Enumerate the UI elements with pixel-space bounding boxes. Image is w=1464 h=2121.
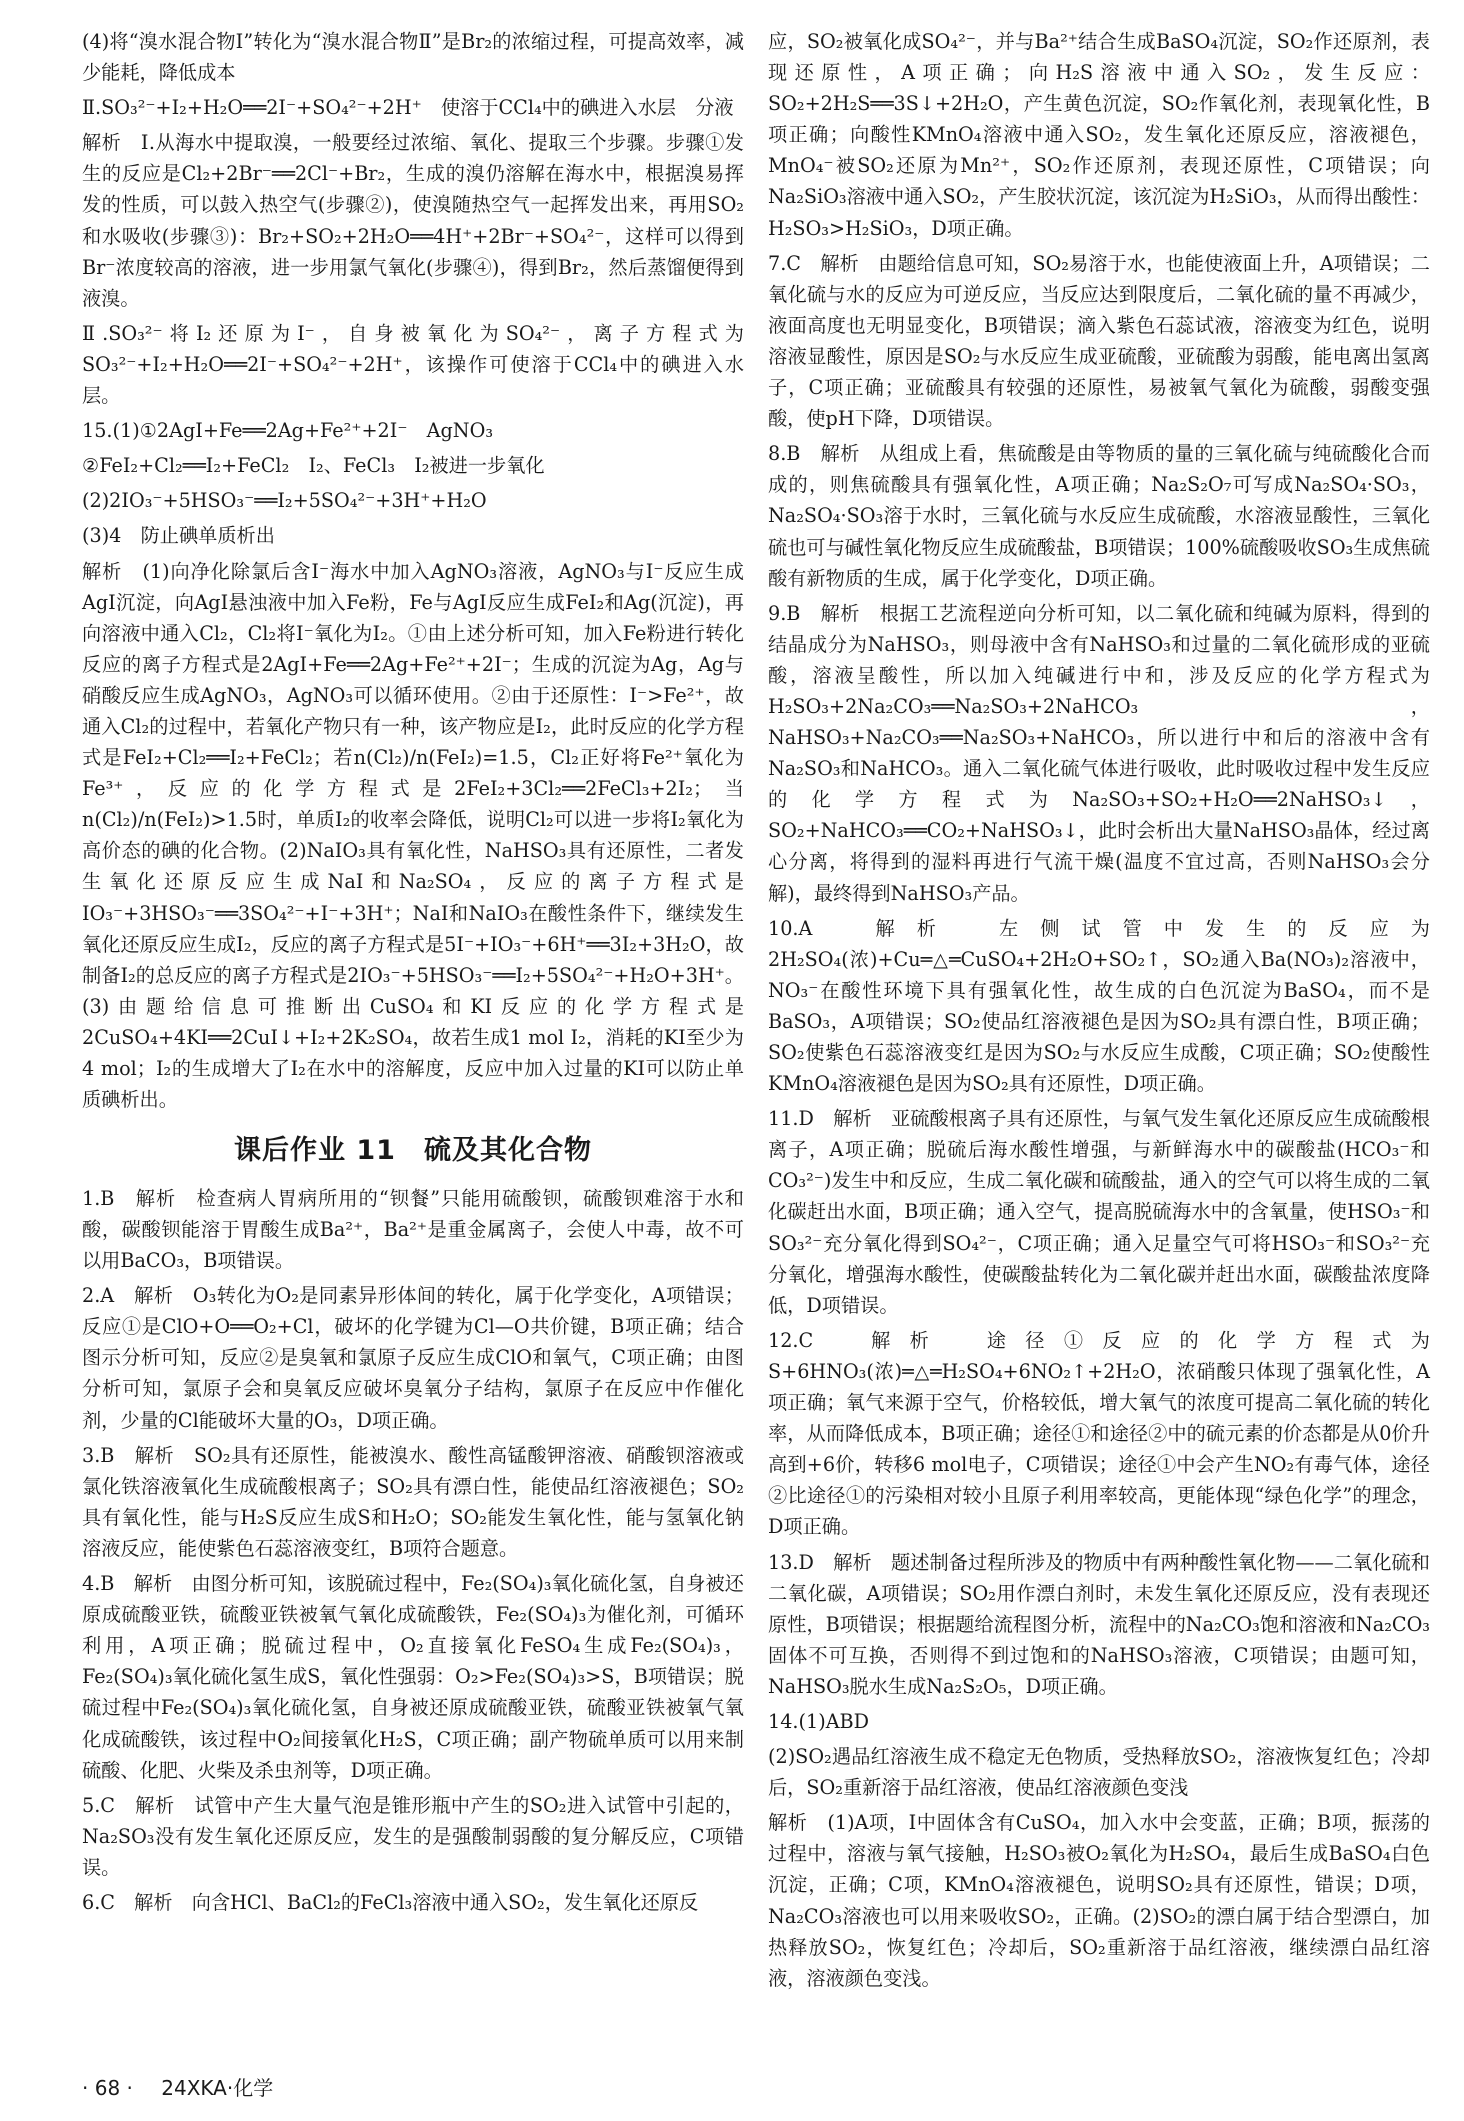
answer-item: 14.(1)ABD (768, 1709, 870, 1733)
paragraph: 解析 Ⅰ.从海水中提取溴，一般要经过浓缩、氧化、提取三个步骤。步骤①发生的反应是Cl₂+2Br⁻══2Cl⁻+Br₂，生成的溴仍溶解在海水中，根据溴易挥发的性质，可以鼓入热空气(步骤②)，使溴随热空气一起挥发出来，再用SO₂和水吸收(步骤③)：Br₂+SO₂+2H₂O══4H⁺+2Br⁻+SO₄²⁻，这样可以得到Br⁻浓度较高的溶液，进一步用氯气氧化(步骤④)，得到Br₂，然后蒸馏便得到液溴。 (82, 131, 744, 310)
paragraph: (2)2IO₃⁻+5HSO₃⁻══I₂+5SO₄²⁻+3H⁺+H₂O (82, 489, 487, 513)
answer-item: 5.C 解析 试管中产生大量气泡是锥形瓶中产生的SO₂进入试管中引起的，Na₂SO₃没有发生氧化还原反应，发生的是强酸制弱酸的复分解反应，C项错误。 (82, 1793, 744, 1879)
paragraph: (4)将“溴水混合物Ⅰ”转化为“溴水混合物Ⅱ”是Br₂的浓缩过程，可提高效率，减少能耗，降低成本 (82, 30, 744, 85)
section-heading: 课后作业 11 硫及其化合物 (234, 1135, 592, 1167)
answer-item: 11.D 解析 亚硫酸根离子具有还原性，与氧气发生氧化还原反应生成硫酸根离子，A项正确；脱硫后海水酸性增强，与新鲜海水中的碳酸盐(HCO₃⁻和CO₃²⁻)发生中和反应，生成二氧化碳和硫酸盐，通入的空气可以将生成的二氧化碳赶出水面，B项正确；通入空气，提高脱硫海水中的含氧量，使HSO₃⁻和SO₃²⁻充分氧化得到SO₄²⁻，C项正确；通入足量空气可将HSO₃⁻和SO₃²⁻充分氧化，增强海水酸性，使碳酸盐转化为二氧化碳并赶出水面，碳酸盐浓度降低，D项错误。 (768, 1107, 1430, 1317)
answer-item: (2)SO₂遇品红溶液生成不稳定无色物质，受热释放SO₂，溶液恢复红色；冷却后，SO₂重新溶于品红溶液，使品红溶液颜色变浅 (768, 1745, 1430, 1800)
answer-item: 8.B 解析 从组成上看，焦硫酸是由等物质的量的三氧化硫与纯硫酸化合而成的，则焦硫酸具有强氧化性，A项正确；Na₂S₂O₇可写成Na₂SO₄·SO₃，Na₂SO₄·SO₃溶于水时，三氧化硫与水反应生成硫酸，水溶液显酸性，三氧化硫也可与碱性氧化物反应生成硫酸盐，B项错误；100%硫酸吸收SO₃生成焦硫酸有新物质的生成，属于化学变化，D项正确。 (768, 442, 1430, 590)
left-column (82, 26, 744, 1922)
answer-item: 解析 (1)A项，Ⅰ中固体含有CuSO₄，加入水中会变蓝，正确；B项，振荡的过程中，溶液与氧气接触，H₂SO₃被O₂氧化为H₂SO₄，最后生成BaSO₄白色沉淀，正确；C项，KMnO₄溶液褪色，说明SO₂具有还原性，错误；D项，Na₂CO₃溶液也可以用来吸收SO₂，正确。(2)SO₂的漂白属于结合型漂白，加热释放SO₂，恢复红色；冷却后，SO₂重新溶于品红溶液，继续漂白品红溶液，溶液颜色变浅。 (768, 1811, 1430, 1990)
paragraph: Ⅱ.SO₃²⁻将I₂还原为I⁻，自身被氧化为SO₄²⁻，离子方程式为SO₃²⁻+I₂+H₂O══2I⁻+SO₄²⁻+2H⁺，该操作可使溶于CCl₄中的碘进入水层。 (82, 321, 744, 408)
paragraph: Ⅱ.SO₃²⁻+I₂+H₂O══2I⁻+SO₄²⁻+2H⁺ 使溶于CCl₄中的碘进入水层 分液 (82, 96, 734, 120)
paragraph: (3)4 防止碘单质析出 (82, 524, 275, 548)
answer-item: 13.D 解析 题述制备过程所涉及的物质中有两种酸性氧化物——二氧化硫和二氧化碳，A项错误；SO₂用作漂白剂时，未发生氧化还原反应，没有表现还原性，B项错误；根据题给流程图分析，流程中的Na₂CO₃饱和溶液和Na₂CO₃固体不可互换，否则得不到过饱和的NaHSO₃溶液，C项错误；由题可知，NaHSO₃脱水生成Na₂S₂O₅，D项正确。 (768, 1550, 1430, 1698)
page-footer (82, 2072, 295, 2104)
answer-item: 12.C 解析 途径①反应的化学方程式为S+6HNO₃(浓)═△═H₂SO₄+6NO₂↑+2H₂O，浓硝酸只体现了强氧化性，A项正确；氧气来源于空气，价格较低，增大氧气的浓度可提高二氧化硫的转化率，从而降低成本，B项正确；途径①和途径②中的硫元素的价态都是从0价升高到+6价，转移6 mol电子，C项错误；途径①中会产生NO₂有毒气体，途径②比途径①的污染相对较小且原子利用率较高，更能体现“绿色化学”的理念，D项正确。 (768, 1328, 1430, 1539)
answer-item: 3.B 解析 SO₂具有还原性，能被溴水、酸性高锰酸钾溶液、硝酸钡溶液或氯化铁溶液氧化生成硫酸根离子；SO₂具有漂白性，能使品红溶液褪色；SO₂具有氧化性，能与H₂S反应生成S和H₂O；SO₂能发生氧化性，能与氢氧化钠溶液反应，能使紫色石蕊溶液变红，B项符合题意。 (82, 1443, 744, 1560)
paragraph: ②FeI₂+Cl₂══I₂+FeCl₂ I₂、FeCl₃ I₂被进一步氧化 (82, 454, 545, 478)
book-code: 24XKA·化学 (161, 2076, 274, 2100)
answer-item: 6.C 解析 向含HCl、BaCl₂的FeCl₃溶液中通入SO₂，发生氧化还原反 (82, 1890, 699, 1914)
paragraph: 15.(1)①2AgI+Fe══2Ag+Fe²⁺+2I⁻ AgNO₃ (82, 419, 494, 443)
answer-item: 4.B 解析 由图分析可知，该脱硫过程中，Fe₂(SO₄)₃氧化硫化氢，自身被还原成硫酸亚铁，硫酸亚铁被氧气氧化成硫酸铁，Fe₂(SO₄)₃为催化剂，可循环利用，A项正确；脱硫过程中，O₂直接氧化FeSO₄生成Fe₂(SO₄)₃，Fe₂(SO₄)₃氧化硫化氢生成S，氧化性强弱：O₂>Fe₂(SO₄)₃>S，B项错误；脱硫过程中Fe₂(SO₄)₃氧化硫化氢，自身被还原成硫酸亚铁，硫酸亚铁被氧气氧化成硫酸铁，该过程中O₂间接氧化H₂S，C项正确；副产物硫单质可以用来制硫酸、化肥、火柴及杀虫剂等，D项正确。 (82, 1572, 744, 1782)
answer-item: 7.C 解析 由题给信息可知，SO₂易溶于水，也能使液面上升，A项错误；二氧化硫与水的反应为可逆反应，当反应达到限度后，二氧化硫的量不再减少，液面高度也无明显变化，B项错误；滴入紫色石蕊试液，溶液变为红色，说明溶液显酸性，原因是SO₂与水反应生成亚硫酸，亚硫酸为弱酸，能电离出氢离子，C项正确；亚硫酸具有较强的还原性，易被氧气氧化为硫酸，弱酸变强酸，使pH下降，D项错误。 (768, 251, 1430, 431)
right-column (768, 26, 1430, 1998)
answer-item: 2.A 解析 O₃转化为O₂是同素异形体间的转化，属于化学变化，A项错误；反应①是ClO+O══O₂+Cl，破坏的化学键为Cl—O共价键，B项正确；结合图示分析可知，反应②是臭氧和氯原子反应生成ClO和氧气，C项正确；由图分析可知，氯原子会和臭氧反应破坏臭氧分子结构，氯原子在反应中作催化剂，少量的Cl能破坏大量的O₃，D项正确。 (82, 1284, 744, 1432)
paragraph: 解析 (1)向净化除氯后含I⁻海水中加入AgNO₃溶液，AgNO₃与I⁻反应生成AgI沉淀，向AgI悬浊液中加入Fe粉，Fe与AgI反应生成FeI₂和Ag(沉淀)，再向溶液中通入Cl₂，Cl₂将I⁻氧化为I₂。①由上述分析可知，加入Fe粉进行转化反应的离子方程式是2AgI+Fe══2Ag+Fe²⁺+2I⁻；生成的沉淀为Ag，Ag与硝酸反应生成AgNO₃，AgNO₃可以循环使用。②由于还原性：I⁻>Fe²⁺，故通入Cl₂的过程中，若氧化产物只有一种，该产物应是I₂，此时反应的化学方程式是FeI₂+Cl₂══I₂+FeCl₂；若n(Cl₂)/n(FeI₂)=1.5，Cl₂正好将Fe²⁺氧化为Fe³⁺，反应的化学方程式是2FeI₂+3Cl₂══2FeCl₃+2I₂；当n(Cl₂)/n(FeI₂)>1.5时，单质I₂的收率会降低，说明Cl₂可以进一步将I₂氧化为高价态的碘的化合物。(2)NaIO₃具有氧化性，NaHSO₃具有还原性，二者发生氧化还原反应生成NaI和Na₂SO₄，反应的离子方程式是IO₃⁻+3HSO₃⁻══3SO₄²⁻+I⁻+3H⁺；NaI和NaIO₃在酸性条件下，继续发生氧化还原反应生成I₂，反应的离子方程式是5I⁻+IO₃⁻+6H⁺══3I₂+3H₂O，故制备I₂的总反应的离子方程式是2IO₃⁻+5HSO₃⁻══I₂+5SO₄²⁻+H₂O+3H⁺。(3)由题给信息可推断出CuSO₄和KI反应的化学方程式是2CuSO₄+4KI══2CuI↓+I₂+2K₂SO₄，故若生成1 mol I₂，消耗的KI至少为4 mol；I₂的生成增大了I₂在水中的溶解度，反应中加入过量的KI可以防止单质碘析出。 (82, 559, 744, 1112)
answer-item: 9.B 解析 根据工艺流程逆向分析可知，以二氧化硫和纯碱为原料，得到的结晶成分为NaHSO₃，则母液中含有NaHSO₃和过量的二氧化硫形成的亚硫酸，溶液呈酸性，所以加入纯碱进行中和，涉及反应的化学方程式为H₂SO₃+2Na₂CO₃══Na₂SO₃+2NaHCO₃，NaHSO₃+Na₂CO₃══Na₂SO₃+NaHCO₃，所以进行中和后的溶液中含有Na₂SO₃和NaHCO₃。通入二氧化硫气体进行吸收，此时吸收过程中发生反应的化学方程式为Na₂SO₃+SO₂+H₂O══2NaHSO₃↓，SO₂+NaHCO₃══CO₂+NaHSO₃↓，此时会析出大量NaHSO₃晶体，经过离心分离，将得到的湿料再进行气流干燥(温度不宜过高，否则NaHSO₃会分解)，最终得到NaHSO₃产品。 (768, 601, 1430, 905)
answer-item: 应，SO₂被氧化成SO₄²⁻，并与Ba²⁺结合生成BaSO₄沉淀，SO₂作还原剂，表现还原性，A项正确；向H₂S溶液中通入SO₂，发生反应：SO₂+2H₂S══3S↓+2H₂O，产生黄色沉淀，SO₂作氧化剂，表现氧化性，B项正确；向酸性KMnO₄溶液中通入SO₂，发生氧化还原反应，溶液褪色，MnO₄⁻被SO₂还原为Mn²⁺，SO₂作还原剂，表现还原性，C项错误；向Na₂SiO₃溶液中通入SO₂，产生胶状沉淀，该沉淀为H₂SiO₃，从而得出酸性：H₂SO₃>H₂SiO₃，D项正确。 (768, 30, 1431, 240)
answer-item: 10.A 解析 左侧试管中发生的反应为2H₂SO₄(浓)+Cu═△═CuSO₄+2H₂O+SO₂↑，SO₂通入Ba(NO₃)₂溶液中，NO₃⁻在酸性环境下具有强氧化性，故生成的白色沉淀为BaSO₄，而不是BaSO₃，A项错误；SO₂使品红溶液褪色是因为SO₂具有漂白性，B项正确；SO₂使紫色石蕊溶液变红是因为SO₂与水反应生成酸，C项正确；SO₂使酸性KMnO₄溶液褪色是因为SO₂具有还原性，D项正确。 (768, 916, 1430, 1096)
page-number: · 68 · (82, 2076, 133, 2100)
answer-item: 1.B 解析 检查病人胃病所用的“钡餐”只能用硫酸钡，硫酸钡难溶于水和酸，碳酸钡能溶于胃酸生成Ba²⁺，Ba²⁺是重金属离子，会使人中毒，故不可以用BaCO₃，B项错误。 (82, 1186, 744, 1273)
